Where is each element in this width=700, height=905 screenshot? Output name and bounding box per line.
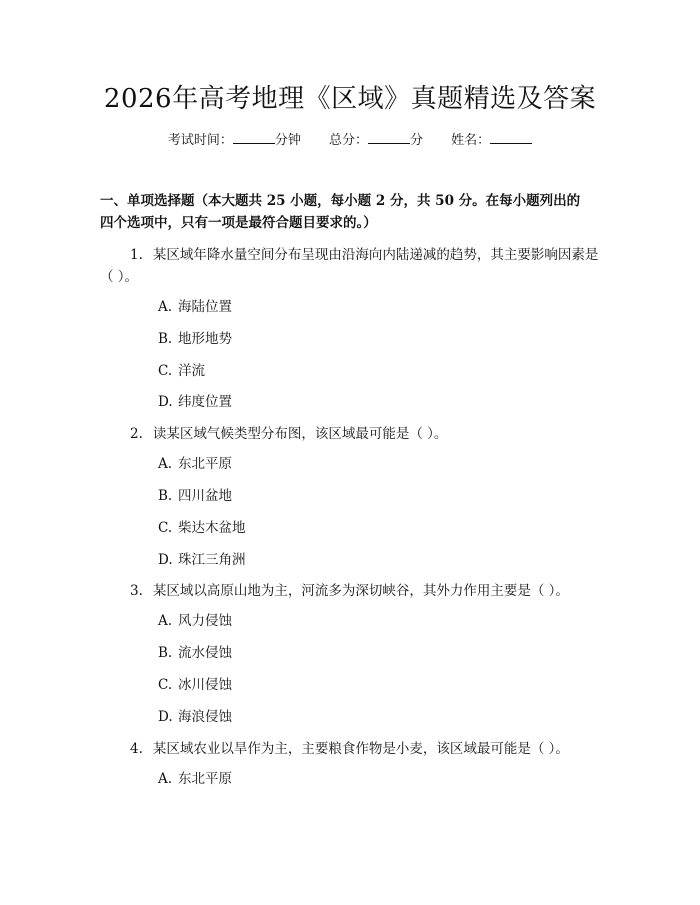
- question-number: 1.: [130, 247, 143, 263]
- option-a: [100, 768, 600, 790]
- option-a: [100, 296, 600, 318]
- option-text: 四川盆地: [178, 487, 232, 504]
- total-score-unit: 分: [410, 133, 424, 148]
- option-letter: C.: [158, 362, 173, 379]
- option-letter: D.: [158, 394, 173, 411]
- option-text: 流水侵蚀: [178, 645, 232, 662]
- option-text: 海浪侵蚀: [178, 708, 232, 725]
- total-score-field: [329, 131, 423, 150]
- option-a: [100, 610, 600, 632]
- option-letter: D.: [158, 551, 173, 568]
- option-b: [100, 485, 600, 507]
- question-stem: [100, 423, 600, 445]
- exam-time-unit: 分钟: [274, 133, 301, 148]
- exam-time-blank: [233, 131, 275, 144]
- option-text: 纬度位置: [178, 394, 232, 411]
- option-letter: B.: [158, 330, 173, 347]
- question-1: [100, 244, 600, 413]
- option-d: [100, 706, 600, 728]
- question-number: 3.: [130, 583, 143, 600]
- total-score-blank: [368, 131, 410, 144]
- option-text: 东北平原: [178, 456, 232, 473]
- question-number: 2.: [130, 426, 143, 443]
- option-letter: A.: [158, 613, 173, 630]
- question-stem: [100, 580, 600, 602]
- exam-time-label: 考试时间：: [167, 133, 233, 148]
- option-letter: B.: [158, 645, 173, 662]
- option-b: [100, 642, 600, 664]
- question-4: [100, 738, 600, 790]
- option-text: 珠江三角洲: [178, 551, 246, 568]
- option-b: [100, 328, 600, 350]
- question-3: [100, 580, 600, 727]
- option-letter: C.: [158, 676, 173, 693]
- question-2: [100, 423, 600, 570]
- question-stem: [100, 738, 600, 760]
- name-label: 姓名：: [451, 133, 491, 148]
- question-list: [100, 244, 600, 799]
- option-text: 东北平原: [178, 770, 232, 787]
- exam-time-field: [168, 131, 301, 150]
- option-letter: B.: [158, 487, 173, 504]
- section-heading: 一、单项选择题（本大题共 25 小题，每小题 2 分，共 50 分。在每小题列出的四个选项中，只有一项是最符合题目要求的。）: [100, 193, 581, 231]
- option-text: 洋流: [178, 362, 205, 379]
- option-letter: A.: [158, 770, 173, 787]
- option-text: 地形地势: [178, 330, 232, 347]
- option-c: [100, 674, 600, 696]
- question-text: 某区域农业以旱作为主，主要粮食作物是小麦，该区域最可能是（ ）。: [152, 740, 569, 757]
- total-score-label: 总分：: [328, 133, 368, 148]
- option-letter: C.: [158, 519, 173, 536]
- option-a: [100, 453, 600, 475]
- option-letter: A.: [158, 456, 173, 473]
- option-c: [100, 517, 600, 539]
- document-title: 2026年高考地理《区域》真题精选及答案: [103, 84, 597, 114]
- name-field: [451, 131, 532, 150]
- option-letter: D.: [158, 708, 173, 725]
- option-text: 冰川侵蚀: [178, 676, 232, 693]
- option-d: [100, 549, 600, 571]
- exam-meta: [0, 131, 700, 150]
- question-number: 4.: [130, 740, 143, 757]
- option-text: 风力侵蚀: [178, 613, 232, 630]
- option-d: [100, 391, 600, 413]
- question-stem: [100, 244, 600, 288]
- question-text: 读某区域气候类型分布图，该区域最可能是（ ）。: [152, 426, 448, 443]
- name-blank: [490, 131, 532, 144]
- option-letter: A.: [158, 299, 173, 315]
- option-text: 海陆位置: [178, 299, 232, 315]
- question-text: 某区域以高原山地为主，河流多为深切峡谷，其外力作用主要是（ ）。: [152, 583, 569, 600]
- option-text: 柴达木盆地: [178, 519, 246, 536]
- option-c: [100, 360, 600, 382]
- question-text: 某区域年降水量空间分布呈现由沿海向内陆递减的趋势，其主要影响因素是（ ）。: [100, 247, 599, 285]
